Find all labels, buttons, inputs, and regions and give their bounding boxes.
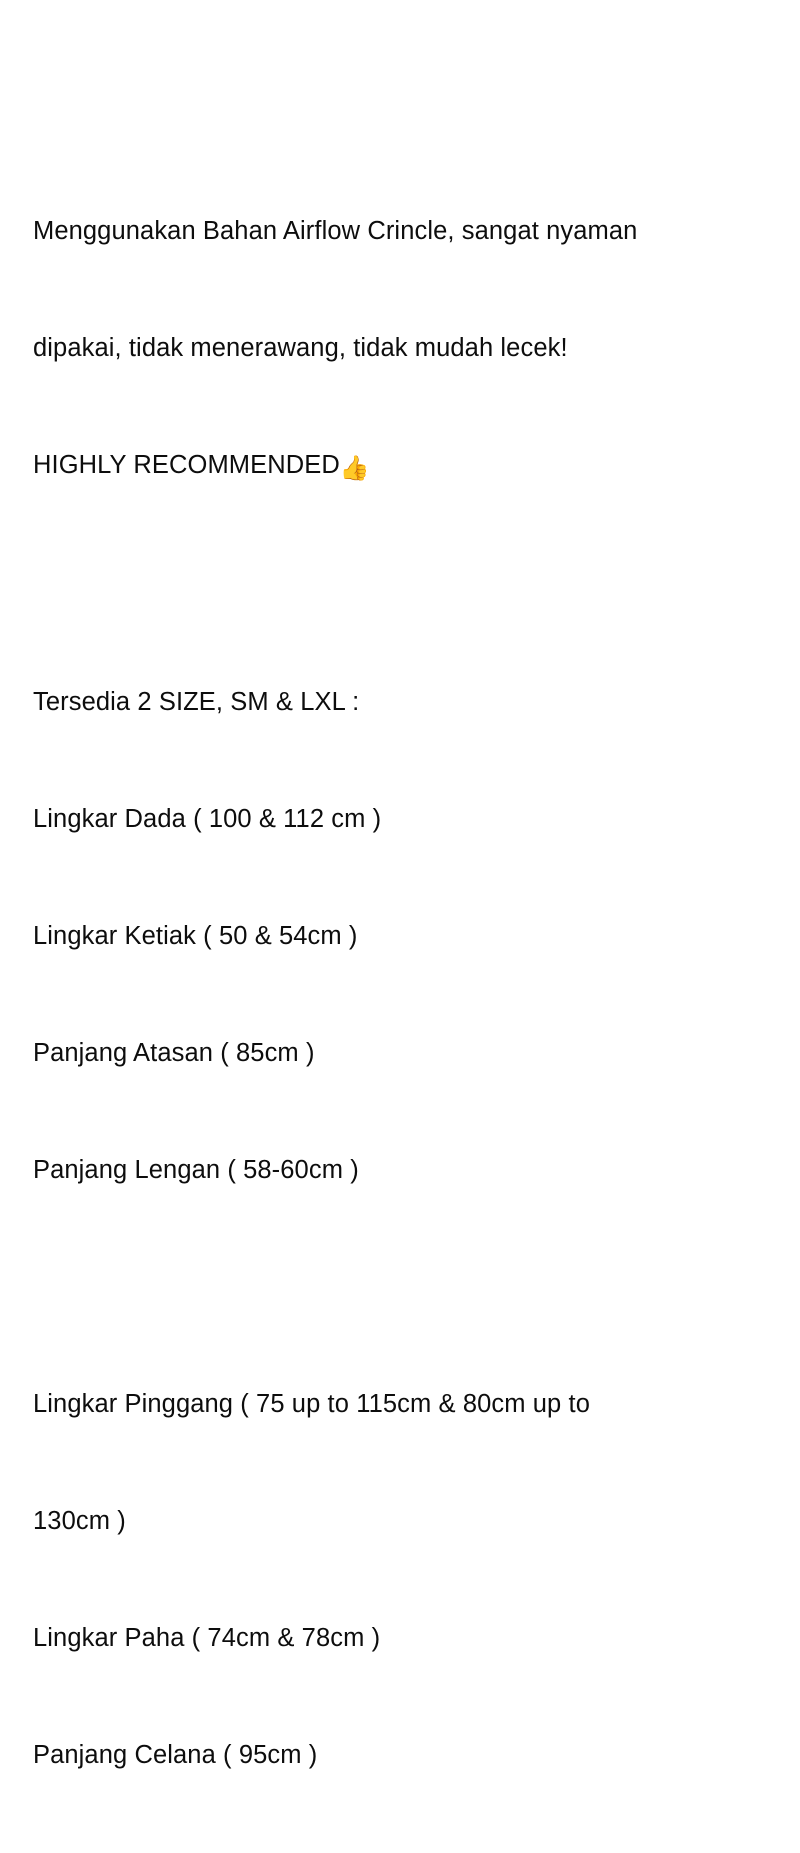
text-line: 130cm ): [33, 1507, 126, 1535]
text-line: Panjang Lengan ( 58-60cm ): [33, 1156, 359, 1184]
text-line: Panjang Celana ( 95cm ): [33, 1741, 318, 1769]
paragraph-intro: [33, 134, 773, 566]
text-line: Lingkar Paha ( 74cm & 78cm ): [33, 1624, 381, 1652]
text-line: Menggunakan Bahan Airflow Crincle, sangat nyaman: [33, 217, 638, 245]
thumbs-up-emoji: 👍: [339, 454, 370, 482]
text-line: Tersedia 2 SIZE, SM & LXL :: [33, 688, 360, 716]
text-line-with-icon: [33, 446, 773, 488]
product-description-text: [33, 134, 773, 1853]
paragraph-sizes-bottom: [33, 1307, 773, 1853]
text-line: dipakai, tidak menerawang, tidak mudah lecek!: [33, 334, 568, 362]
text-line: Lingkar Dada ( 100 & 112 cm ): [33, 805, 382, 833]
text-line: Lingkar Ketiak ( 50 & 54cm ): [33, 922, 358, 950]
text-line: Lingkar Pinggang ( 75 up to 115cm & 80cm up to: [33, 1390, 590, 1418]
paragraph-sizes-top: [33, 605, 773, 1268]
text-line-label: HIGHLY RECOMMENDED: [33, 451, 340, 479]
text-line: Panjang Atasan ( 85cm ): [33, 1039, 315, 1067]
